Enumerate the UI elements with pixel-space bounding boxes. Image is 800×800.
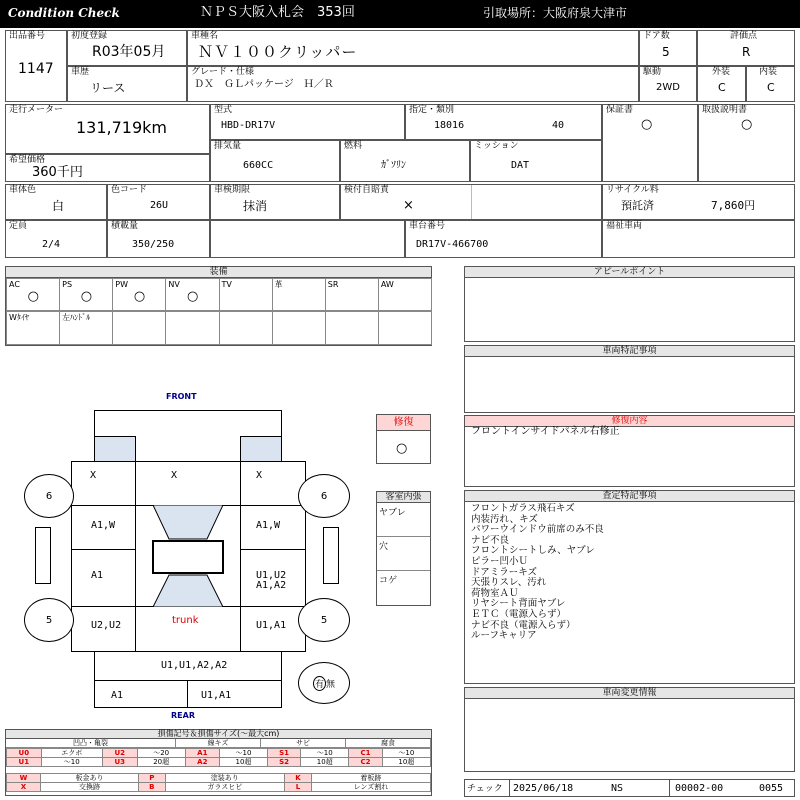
inspection-note-line: パワーウインドウ前席のみ不良 (471, 524, 604, 536)
inspection-notes-panel (464, 490, 795, 684)
legend-cell: C1 (349, 749, 382, 758)
tire-rear-right: 5 (298, 598, 350, 642)
app-title: Condition Check (8, 6, 120, 20)
legend-cell: L (285, 783, 312, 792)
equipment-cell (325, 311, 379, 345)
legend-group: 凹凸・亀裂 (6, 739, 176, 748)
transmission-value: DAT (511, 160, 530, 171)
legend-group: サビ (261, 739, 346, 748)
check-label: チェック (467, 784, 503, 794)
inspection-note-line: ＥＴＣ（電源入らず） (471, 608, 567, 620)
transmission-cell: ミッション DAT (470, 140, 602, 182)
mark-front-door-left: A1,W (91, 520, 116, 531)
category-value: 40 (552, 120, 565, 131)
interior-cell: 内装 C (746, 66, 795, 102)
price-value: 360千円 (32, 165, 83, 180)
type-cell: 型式 HBD-DR17V (210, 104, 405, 140)
insurance-cell: 検付自賠責 × (340, 184, 602, 220)
equipment-label: PW (115, 280, 128, 289)
pickup-location: 引取場所：大阪府泉大津市 (483, 6, 628, 20)
legend-cell: 10超 (301, 758, 349, 767)
front-label: FRONT (166, 392, 197, 401)
trunk-label: trunk (172, 615, 199, 626)
legend-cell: 10超 (219, 758, 267, 767)
front-door-panel-right (240, 461, 306, 506)
legend-cell: S2 (268, 758, 301, 767)
special-title: 車両特記事項 (465, 346, 794, 357)
equipment-mark: ○ (133, 289, 146, 304)
repair-title: 修復 (377, 415, 430, 431)
windshield-shapes (135, 505, 241, 607)
welfare-cell: 福祉車両 (602, 220, 795, 258)
color-value: 白 (52, 199, 65, 213)
legend-cell: A2 (185, 758, 219, 767)
equipment-label: Wﾀｲﾔ (9, 313, 29, 322)
legend-cell: 10超 (382, 758, 430, 767)
mark-bumper-left: A1 (111, 690, 124, 701)
inspection-note-line: ピラー凹小Ｕ (471, 555, 529, 567)
legend-cell: 着板跡 (311, 774, 430, 783)
legend-cell: 塗装あり (165, 774, 285, 783)
repair-box (376, 414, 431, 464)
trim-value: ＤＸ ＧＬパッケージ Ｈ／Ｒ (194, 79, 334, 90)
check-date: 2025/06/18 (513, 783, 574, 794)
cabin-row: ヤブレ (377, 503, 430, 537)
legend-cell: ～10 (301, 749, 349, 758)
legend-cell: C2 (349, 758, 382, 767)
designation-value: 18016 (434, 120, 465, 131)
tire-front-left: 6 (24, 474, 74, 518)
header-bar (0, 0, 800, 28)
mark-rear-door-right-1: U1,U2 (256, 570, 287, 581)
door-left-2 (71, 549, 136, 607)
mirror-left (35, 527, 51, 584)
manual-cell: 取扱説明書 ○ (698, 104, 795, 182)
tire-front-right: 6 (298, 474, 350, 518)
equipment-mark: ○ (186, 289, 199, 304)
appeal-title: アピールポイント (465, 267, 794, 278)
displacement-cell: 排気量 660CC (210, 140, 340, 182)
front-fender-left (94, 436, 136, 462)
change-info-panel (464, 687, 795, 772)
legend-cell: B (139, 783, 165, 792)
change-info-title: 車両変更情報 (465, 688, 794, 699)
equipment-cell (219, 311, 273, 345)
inspection-note-line: ナビ不良 (471, 534, 510, 546)
inspection-note-line: ナビ不良（電源入らず） (471, 619, 576, 631)
mark-rear-door-left: A1 (91, 570, 104, 581)
legend-cell: レンズ割れ (311, 783, 430, 792)
legend-cell: K (285, 774, 312, 783)
mark-rear-door-right-2: A1,A2 (256, 580, 287, 591)
spare-tire (298, 662, 350, 704)
mark-bumper-right: U1,A1 (201, 690, 232, 701)
repair-detail-panel (464, 415, 795, 487)
lot-cell: 出品番号 1147 (5, 30, 67, 102)
equipment-label: NV (168, 280, 180, 289)
mark-quarter-left: U2,U2 (91, 620, 122, 631)
recycle-fee: 7,860円 (711, 199, 756, 212)
legend-cell: U3 (102, 758, 137, 767)
equipment-panel (5, 266, 432, 346)
inspection-note-line: 荷物室ＡＵ (471, 587, 519, 599)
history-value: リース (90, 81, 126, 95)
auction-title: ＮＰＳ大阪入札会 353回 (200, 5, 355, 20)
legend-cell: ～10 (41, 758, 102, 767)
manual-value: ○ (741, 117, 753, 132)
inspector-code: NS (611, 783, 624, 794)
front-door-panel-left (71, 461, 136, 506)
warranty-value: ○ (641, 117, 653, 132)
mark-hood-center: X (171, 470, 178, 481)
load-cell: 積載量 350/250 (107, 220, 210, 258)
trunk-panel (135, 606, 241, 652)
mark-quarter-right: U1,A1 (256, 620, 287, 631)
price-cell: 希望価格 360千円 (5, 154, 210, 182)
footer-code: 00002-00 (675, 783, 724, 794)
first-reg-cell: 初度登録 R03年05月 (67, 30, 187, 66)
history-cell: 車歴 リース (67, 66, 187, 102)
legend-cell: エクボ (41, 749, 102, 758)
mark-hood-left: X (90, 470, 97, 481)
inspection-note-line: 天張りスレ、汚れ (471, 577, 547, 589)
cabin-title: 客室内張 (377, 492, 430, 503)
model-value: ＮＶ１００クリッパー (198, 43, 358, 61)
rear-bumper-left (94, 680, 188, 708)
legend-cell: X (7, 783, 41, 792)
equipment-mark: ○ (27, 289, 39, 304)
grade-value: R (742, 45, 751, 59)
mirror-right (323, 527, 339, 584)
cabin-box (376, 491, 431, 606)
legend-cell: 20超 (137, 758, 185, 767)
warranty-cell: 保証書 ○ (602, 104, 698, 182)
inspection-note-line: ドアミラーキズ (471, 566, 538, 578)
inspection-note-line: フロントガラス飛石キズ (471, 503, 575, 514)
equipment-label: PS (62, 280, 73, 289)
equipment-cell (165, 278, 219, 311)
equipment-cell (112, 278, 166, 311)
repair-detail-title: 修復内容 (465, 416, 794, 427)
fuel-cell: 燃料 ｶﾞｿﾘﾝ (340, 140, 470, 182)
equipment-row-1 (6, 278, 431, 311)
inspection-value: 抹消 (243, 199, 268, 213)
special-panel (464, 345, 795, 413)
equipment-label: AW (380, 280, 394, 289)
equipment-cell (378, 311, 432, 345)
blank-cell (210, 220, 405, 258)
drive-value: 2WD (656, 82, 680, 93)
mileage-cell: 走行メーター 131,719km (5, 104, 210, 154)
trim-cell: グレード・仕様 ＤＸ ＧＬパッケージ Ｈ／Ｒ (187, 66, 639, 102)
rear-label: REAR (171, 711, 195, 720)
insurance-value: × (403, 198, 414, 213)
mileage-value: 131,719km (76, 118, 168, 137)
legend-cell: U2 (102, 749, 137, 758)
cabin-row: コゲ (379, 576, 398, 586)
equipment-cell (325, 278, 379, 311)
equipment-label: 左ﾊﾝﾄﾞﾙ (62, 313, 91, 322)
legend-cell: ガラスヒビ (165, 783, 285, 792)
equipment-label: 革 (274, 280, 283, 289)
model-cell: 車種名 ＮＶ１００クリッパー (187, 30, 639, 66)
chassis-cell: 車台番号 DR17V-466700 (405, 220, 602, 258)
equipment-label: SR (327, 280, 339, 289)
color-cell: 車体色 白 (5, 184, 107, 220)
legend-cell: ～20 (137, 749, 185, 758)
legend-panel (5, 729, 432, 796)
legend-title: 損傷記号＆損傷サイズ(～最大cm) (6, 730, 431, 739)
drive-cell: 駆動 2WD (639, 66, 697, 102)
legend-cell: U1 (7, 758, 42, 767)
footer-num: 0055 (759, 783, 784, 794)
color-code-value: 26U (150, 200, 169, 211)
doors-value: 5 (662, 45, 670, 59)
exterior-value: C (718, 81, 726, 94)
capacity-value: 2/4 (42, 239, 61, 250)
equipment-cell (272, 278, 326, 311)
equipment-row-2 (6, 311, 431, 345)
equipment-cell (112, 311, 166, 345)
legend-cell: ～10 (219, 749, 267, 758)
inspection-cell: 車検期限 抹消 (210, 184, 340, 220)
recycle-cell: リサイクル料 預託済 7,860円 (602, 184, 795, 220)
recycle-status: 預託済 (621, 199, 654, 212)
inspection-note-line: フロントシートしみ、ヤブレ (471, 545, 595, 557)
cabin-row: 穴 (377, 537, 430, 571)
displacement-value: 660CC (243, 160, 274, 171)
repair-detail-text: フロントインサイドパネル右修正 (471, 426, 620, 437)
equipment-cell (165, 311, 219, 345)
equipment-cell (378, 278, 432, 311)
designation-cell: 指定・類別 18016 40 (405, 104, 602, 140)
legend-cell: W (7, 774, 41, 783)
exterior-cell: 外装 C (697, 66, 746, 102)
fuel-value: ｶﾞｿﾘﾝ (381, 160, 406, 171)
first-reg-value: R03年05月 (92, 44, 166, 60)
equipment-mark: ○ (80, 289, 93, 304)
capacity-cell: 定員 2/4 (5, 220, 107, 258)
equipment-cell (6, 278, 60, 311)
legend-cell: P (139, 774, 165, 783)
legend-cell: 板金あり (40, 774, 138, 783)
legend-cell: A1 (185, 749, 219, 758)
spare-yes: 有 (313, 676, 326, 691)
legend-cell: 交換跡 (40, 783, 138, 792)
appeal-panel (464, 266, 795, 342)
legend-cell: S1 (268, 749, 301, 758)
mark-front-door-right: A1,W (256, 520, 281, 531)
equipment-cell (272, 311, 326, 345)
inspection-note-line: 内装汚れ、キズ (471, 513, 538, 525)
repair-mark: ○ (396, 441, 408, 456)
interior-value: C (767, 81, 775, 94)
color-code-cell: 色コード 26U (107, 184, 210, 220)
lot-number: 1147 (18, 61, 54, 77)
tire-rear-left: 5 (24, 598, 74, 642)
mark-hood-right: X (256, 470, 263, 481)
legend-group: 腐食 (346, 739, 431, 748)
inspection-notes-title: 査定特記事項 (465, 491, 794, 502)
inspection-note-line: ルーフキャリア (471, 630, 537, 642)
inspection-note-line: リヤシート背面ヤブレ (471, 598, 566, 610)
load-value: 350/250 (132, 239, 175, 250)
legend-cell: ～10 (382, 749, 430, 758)
equipment-cell (59, 278, 113, 311)
doors-cell: ドア数 5 (639, 30, 697, 66)
inspection-notes-list (471, 504, 604, 642)
hood-center (135, 461, 241, 506)
equipment-cell (6, 311, 60, 345)
equipment-title: 装備 (6, 267, 431, 278)
front-fender-right (240, 436, 282, 462)
legend-group: 線キズ (176, 739, 261, 748)
footer-bar (464, 779, 795, 797)
equipment-label: AC (9, 280, 20, 289)
equipment-cell (59, 311, 113, 345)
legend-cell: U0 (7, 749, 42, 758)
equipment-cell (219, 278, 273, 311)
mark-tailgate: U1,U1,A2,A2 (161, 660, 228, 671)
equipment-label: TV (221, 280, 232, 289)
chassis-value: DR17V-466700 (416, 239, 489, 250)
grade-cell: 評価点 R (697, 30, 795, 66)
type-value: HBD-DR17V (221, 120, 276, 131)
spare-no: 無 (326, 679, 336, 690)
